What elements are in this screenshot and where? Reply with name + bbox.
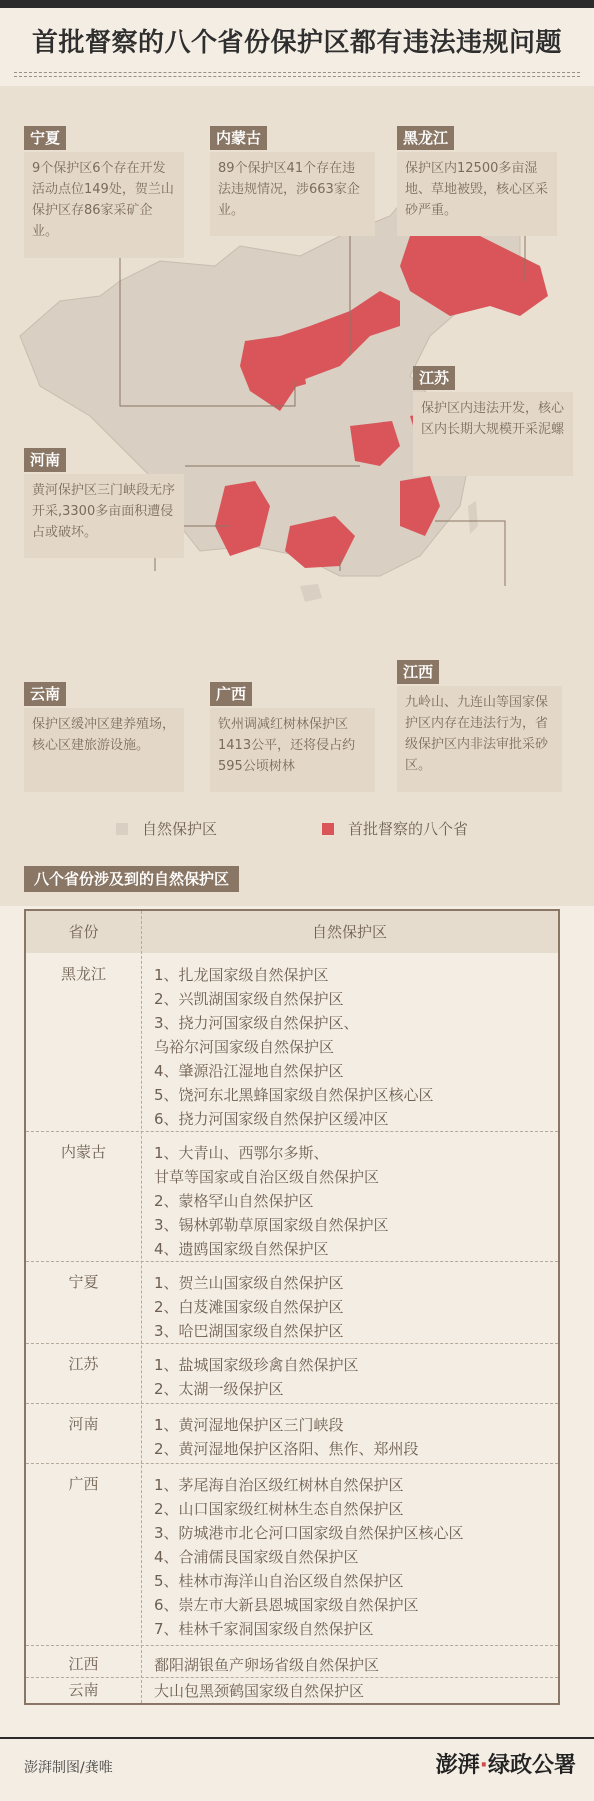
row-items bbox=[154, 1653, 379, 1677]
row-divider bbox=[26, 1463, 558, 1464]
reserve-item: 3、防城港市北仑河口国家级自然保护区核心区 bbox=[154, 1524, 464, 1542]
header-province: 省份 bbox=[68, 923, 99, 941]
callout-tag-jiangsu: 江苏 bbox=[413, 366, 455, 390]
row-divider bbox=[26, 1261, 558, 1262]
reserve-item: 2、山口国家级红树林生态自然保护区 bbox=[154, 1500, 404, 1518]
row-items bbox=[154, 1679, 364, 1703]
legend-swatch-provinces bbox=[322, 823, 334, 835]
row-items bbox=[154, 1413, 419, 1461]
reserve-item: 6、崇左市大新县恩城国家级自然保护区 bbox=[154, 1596, 419, 1614]
row-divider bbox=[26, 1131, 558, 1132]
table-header bbox=[26, 911, 558, 953]
row-items bbox=[154, 963, 434, 1131]
row-items bbox=[154, 1353, 359, 1401]
reserve-item: 6、挠力河国家级自然保护区缓冲区 bbox=[154, 1110, 389, 1128]
brand-name-b: 绿政公署 bbox=[487, 1753, 576, 1778]
reserve-item: 1、黄河湿地保护区三门峡段 bbox=[154, 1416, 344, 1434]
credit-text: 澎湃制图/龚唯 bbox=[24, 1760, 113, 1776]
row-province: 江苏 bbox=[68, 1355, 99, 1373]
table-section-title: 八个省份涉及到的自然保护区 bbox=[24, 866, 239, 892]
callout-text-jiangsu: 保护区内违法开发，核心区内长期大规模开采泥螺 bbox=[413, 392, 573, 476]
legend-provinces bbox=[322, 818, 468, 839]
reserve-item: 2、兴凯湖国家级自然保护区 bbox=[154, 990, 344, 1008]
reserve-item: 3、哈巴湖国家级自然保护区 bbox=[154, 1322, 344, 1340]
reserve-item: 2、太湖一级保护区 bbox=[154, 1380, 284, 1398]
legend-label-provinces: 首批督察的八个省 bbox=[348, 820, 469, 838]
callout-text-neimenggu: 89个保护区41个存在违法违规情况，涉663家企业。 bbox=[210, 152, 375, 236]
callout-tag-heilongjiang: 黑龙江 bbox=[397, 126, 454, 150]
callout-text-guangxi: 钦州调减红树林保护区1413公平，还将侵占约595公顷树林 bbox=[210, 708, 375, 792]
brand-logo bbox=[436, 1748, 576, 1779]
reserve-item: 大山包黑颈鹤国家级自然保护区 bbox=[154, 1682, 365, 1700]
brand-name-a: 澎湃 bbox=[435, 1753, 480, 1778]
legend-label-reserve: 自然保护区 bbox=[142, 820, 218, 838]
callout-text-ningxia: 9个保护区6个存在开发活动点位149处，贺兰山保护区存86家采矿企业。 bbox=[24, 152, 184, 258]
row-divider bbox=[26, 1645, 558, 1646]
callout-tag-ningxia: 宁夏 bbox=[24, 126, 66, 150]
callout-tag-henan: 河南 bbox=[24, 448, 66, 472]
row-province: 江西 bbox=[68, 1655, 99, 1673]
reserve-item: 甘草等国家或自治区级自然保护区 bbox=[154, 1168, 380, 1186]
reserves-table bbox=[24, 909, 560, 1705]
legend-swatch-reserve bbox=[116, 823, 128, 835]
reserve-item: 4、合浦儒艮国家级自然保护区 bbox=[154, 1548, 359, 1566]
reserve-item: 3、锡林郭勒草原国家级自然保护区 bbox=[154, 1216, 389, 1234]
reserve-item: 4、遗鸥国家级自然保护区 bbox=[154, 1240, 329, 1258]
row-province: 广西 bbox=[68, 1475, 99, 1493]
callout-text-yunnan: 保护区缓冲区建养殖场，核心区建旅游设施。 bbox=[24, 708, 184, 792]
row-province: 云南 bbox=[68, 1681, 99, 1699]
legend-reserve bbox=[116, 818, 217, 839]
title-divider bbox=[14, 72, 580, 73]
header-reserves: 自然保护区 bbox=[311, 923, 387, 941]
row-items bbox=[154, 1271, 344, 1343]
row-province: 内蒙古 bbox=[60, 1143, 106, 1161]
row-items bbox=[154, 1141, 389, 1261]
reserve-item: 1、盐城国家级珍禽自然保护区 bbox=[154, 1356, 359, 1374]
callout-tag-yunnan: 云南 bbox=[24, 682, 66, 706]
row-province: 黑龙江 bbox=[60, 965, 106, 983]
reserve-item: 3、挠力河国家级自然保护区、 bbox=[154, 1014, 359, 1032]
reserve-item: 1、扎龙国家级自然保护区 bbox=[154, 966, 329, 984]
callout-text-heilongjiang: 保护区内12500多亩湿地、草地被毁，核心区采砂严重。 bbox=[397, 152, 557, 236]
reserve-item: 鄱阳湖银鱼产卵场省级自然保护区 bbox=[154, 1656, 380, 1674]
callout-text-henan: 黄河保护区三门峡段无序开采,3300多亩面积遭侵占或破坏。 bbox=[24, 474, 184, 558]
row-divider bbox=[26, 1343, 558, 1344]
row-province: 河南 bbox=[68, 1415, 99, 1433]
reserve-item: 5、桂林市海洋山自治区级自然保护区 bbox=[154, 1572, 404, 1590]
reserve-item: 1、大青山、西鄂尔多斯、 bbox=[154, 1144, 329, 1162]
reserve-item: 1、贺兰山国家级自然保护区 bbox=[154, 1274, 344, 1292]
reserve-item: 4、肇源沿江湿地自然保护区 bbox=[154, 1062, 344, 1080]
page-title: 首批督察的八个省份保护区都有违法违规问题 bbox=[31, 28, 562, 58]
footer-divider bbox=[0, 1737, 594, 1739]
brand-dot: · bbox=[479, 1753, 488, 1778]
row-province: 宁夏 bbox=[68, 1273, 99, 1291]
row-divider bbox=[26, 1403, 558, 1404]
taiwan-island bbox=[468, 501, 478, 534]
row-divider bbox=[26, 1677, 558, 1678]
title-divider bbox=[14, 76, 580, 77]
callout-text-jiangxi: 九岭山、九连山等国家保护区内存在违法行为，省级保护区内非法审批采砂区。 bbox=[397, 686, 562, 792]
column-divider bbox=[141, 911, 142, 1703]
hainan-island bbox=[300, 584, 322, 602]
reserve-item: 2、白芨滩国家级自然保护区 bbox=[154, 1298, 344, 1316]
reserve-item: 1、茅尾海自治区级红树林自然保护区 bbox=[154, 1476, 404, 1494]
reserve-item: 2、黄河湿地保护区洛阳、焦作、郑州段 bbox=[154, 1440, 419, 1458]
top-bar bbox=[0, 0, 594, 8]
reserve-item: 乌裕尔河国家级自然保护区 bbox=[154, 1038, 335, 1056]
reserve-item: 5、饶河东北黑蜂国家级自然保护区核心区 bbox=[154, 1086, 434, 1104]
callout-tag-jiangxi: 江西 bbox=[397, 660, 439, 684]
reserve-item: 2、蒙格罕山自然保护区 bbox=[154, 1192, 314, 1210]
callout-tag-guangxi: 广西 bbox=[210, 682, 252, 706]
row-items bbox=[154, 1473, 464, 1641]
reserve-item: 7、桂林千家洞国家级自然保护区 bbox=[154, 1620, 374, 1638]
callout-tag-neimenggu: 内蒙古 bbox=[210, 126, 267, 150]
